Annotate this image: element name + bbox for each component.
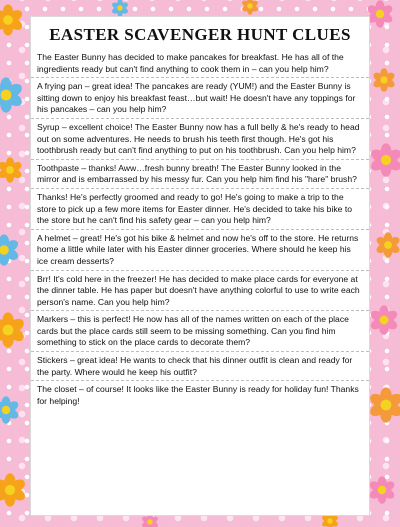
clue-item: Toothpaste – thanks! Aww…fresh bunny breath! The Easter Bunny looked in the mirror and is embarrassed by his messy fur. Can you help him find his "hare" brush? (31, 160, 369, 189)
clue-sheet (30, 16, 370, 516)
flower-icon (0, 312, 26, 348)
flower-icon (372, 68, 396, 92)
flower-icon (369, 305, 399, 335)
clue-item: Stickers – great idea! He wants to check that his dinner outfit is clean and ready for the party. Where would he keep his outfit? (31, 352, 369, 381)
flower-icon (0, 4, 24, 36)
clue-list (31, 49, 369, 410)
clue-item: A helmet – great! He's got his bike & helmet and now he's off to the store. He returns home a little while later with his Easter dinner groceries. Where should he keep his ice cream desserts? (31, 230, 369, 271)
flower-icon (368, 387, 400, 423)
flower-icon (368, 476, 396, 504)
clue-item: Brr! It's cold here in the freezer! He has decided to make place cards for everyone at the dinner table. He has paper but doesn't have anything colorful to use to write each person's name. Can you help him? (31, 271, 369, 312)
flower-icon (0, 77, 24, 113)
clue-item: The closet – of course! It looks like the Easter Bunny is ready for holiday fun! Thanks for helping! (37, 384, 359, 406)
flower-icon (241, 0, 259, 15)
clue-item: Syrup – excellent choice! The Easter Bunny now has a full belly & he's ready to head out on some adventures. He needs to brush his teeth first though. He's got his toothbrush ready but can't find anything to put on his toothbrush. Can you help him? (31, 119, 369, 160)
clue-item: Markers – this is perfect! He now has all of the names written on each of the place cards but the place cards still seem to be missing something. Can you find him something to stick on the place cards to decorate them? (31, 311, 369, 352)
flower-icon (0, 234, 20, 266)
flower-icon (0, 473, 27, 507)
flower-icon (0, 157, 23, 183)
flower-icon (0, 396, 20, 424)
clue-item: The Easter Bunny has decided to make pancakes for breakfast. He has all of the ingredients ready but can't find anything to cook them in – can you help him? (31, 49, 369, 78)
flower-icon (366, 0, 394, 28)
flower-icon (111, 0, 129, 17)
clue-item: A frying pan – great idea! The pancakes are ready (YUM!) and the Easter Bunny is sitting down to enjoy his breakfast feast…but wait! He doesn't have any toppings for his pancakes – can you help him? (31, 78, 369, 119)
clue-item: Thanks! He's perfectly groomed and ready to go! He's going to make a trip to the store to pick up a few more items for Easter dinner. He's decided to take his bike to the store but he can't find his safety gear – can you help him? (31, 189, 369, 230)
flower-icon (375, 232, 400, 258)
flower-icon (369, 143, 400, 177)
page-title: EASTER SCAVENGER HUNT CLUES (49, 25, 351, 44)
